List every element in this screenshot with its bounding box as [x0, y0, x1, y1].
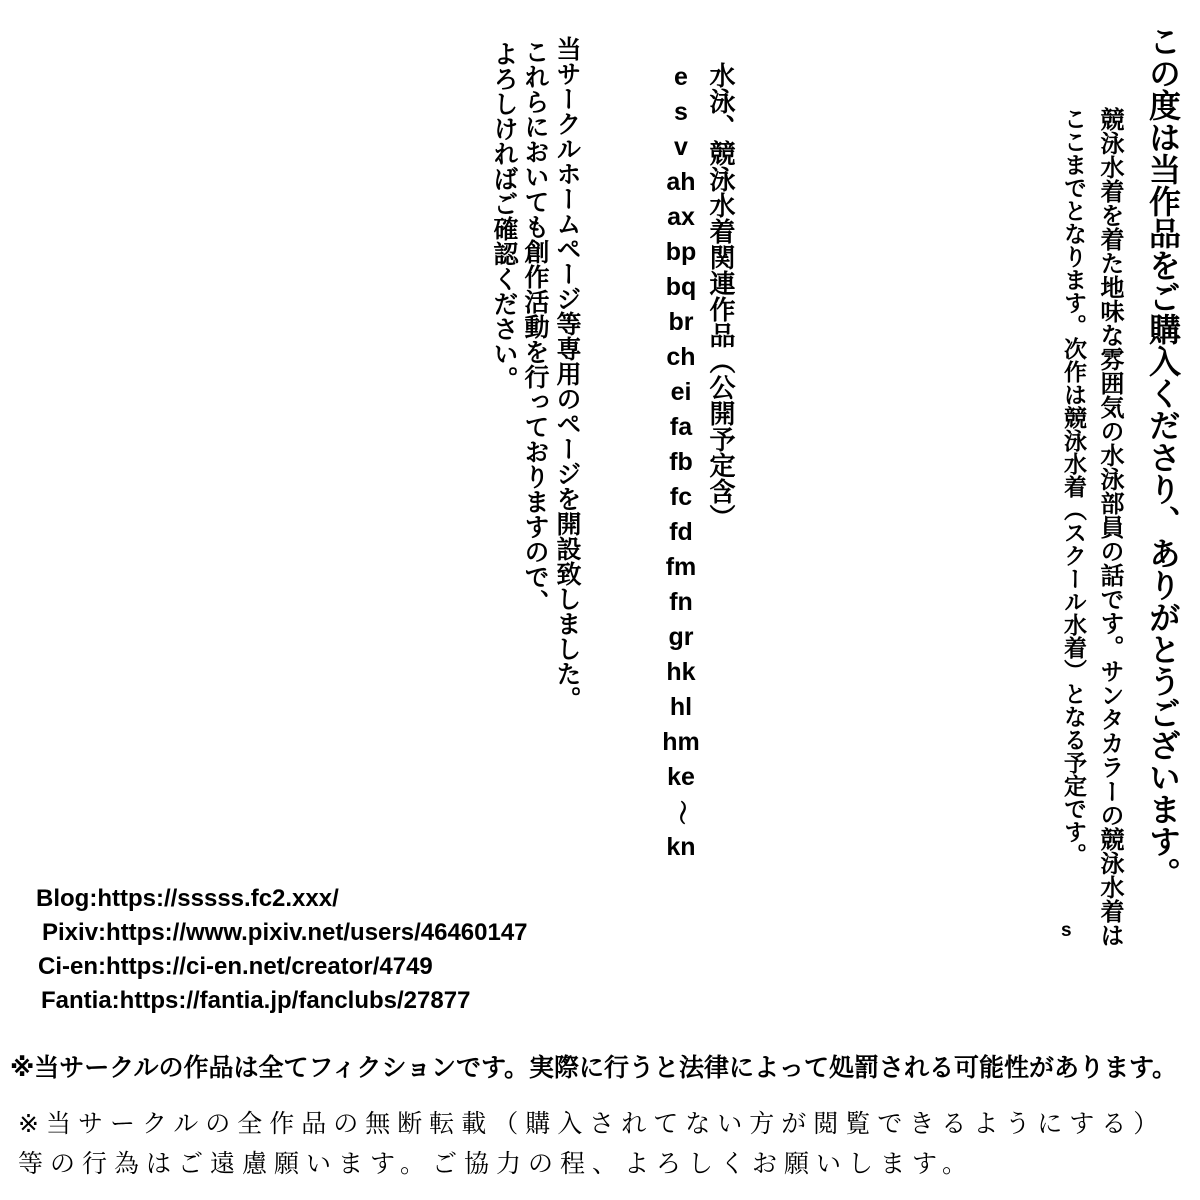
work-code-item: bp: [665, 238, 697, 266]
work-code-item: hk: [666, 658, 696, 686]
thanks-message-column: この度は当作品をご購入くださり、ありがとうございます。: [1145, 25, 1181, 889]
fiction-disclaimer-text: ※当サークルの作品は全てフィクションです。実際に行うと法律によって処罰される可能性があります。: [10, 1054, 1178, 1082]
work-code-item: fm: [665, 553, 697, 581]
blog-url-text: Blog:https://sssss.fc2.xxx/: [36, 885, 339, 912]
work-code-item: hm: [662, 728, 700, 756]
work-code-item: ah: [666, 168, 696, 196]
work-code-item: ei: [670, 378, 692, 406]
work-code-item: s: [674, 98, 688, 126]
work-code-item: gr: [668, 623, 694, 651]
homepage-note-column-2: これらにおいても創作活動を行っておりますので、: [521, 39, 549, 614]
tilde-range-mark: ～: [667, 799, 696, 825]
story-note-column-1: 競泳水着を着た地味な雰囲気の水泳部員の話です。サンタカラーの競泳水着は: [1096, 107, 1123, 947]
work-code-item: fn: [669, 588, 693, 616]
work-code-item: br: [668, 308, 694, 336]
homepage-note-column-1: 当サークルホームページ等専用のページを開設致しました。: [553, 36, 581, 711]
work-code-item: e: [674, 63, 688, 91]
works-code-list: [657, 60, 705, 865]
work-code-item: fa: [669, 413, 693, 441]
redistribution-notice: [18, 1104, 1165, 1184]
homepage-note-column-3: よろしければご確認ください。: [490, 41, 518, 391]
stray-letter-s: s: [1061, 920, 1072, 941]
work-code-item: fb: [669, 448, 693, 476]
links-block: [36, 882, 528, 1018]
work-code-item: hl: [669, 693, 693, 721]
work-code-item: kn: [666, 833, 696, 861]
work-code-item: v: [674, 133, 688, 161]
work-code-item: bq: [665, 273, 697, 301]
works-list-heading-column: 水泳、競泳水着関連作品（公開予定含）: [706, 62, 736, 530]
work-code-item: fc: [669, 483, 693, 511]
work-code-item: ch: [666, 343, 696, 371]
cien-url-text: Ci-en:https://ci-en.net/creator/4749: [38, 953, 433, 980]
fantia-url-text: Fantia:https://fantia.jp/fanclubs/27877: [41, 987, 471, 1014]
redistribution-notice-line-1: ※当サークルの全作品の無断転載（購入されてない方が閲覧できるようにする）: [18, 1110, 1166, 1138]
story-note-column-2: ここまでとなります。次作は競泳水着（スクール水着）となる予定です。: [1061, 107, 1087, 866]
pixiv-url-text: Pixiv:https://www.pixiv.net/users/46460147: [42, 919, 528, 946]
work-code-item: fd: [669, 518, 693, 546]
work-code-item: ke: [667, 763, 695, 791]
work-code-item: ax: [667, 203, 695, 231]
redistribution-notice-line-2: 等の行為はご遠慮願います。ご協力の程、よろしくお願いします。: [18, 1150, 975, 1178]
